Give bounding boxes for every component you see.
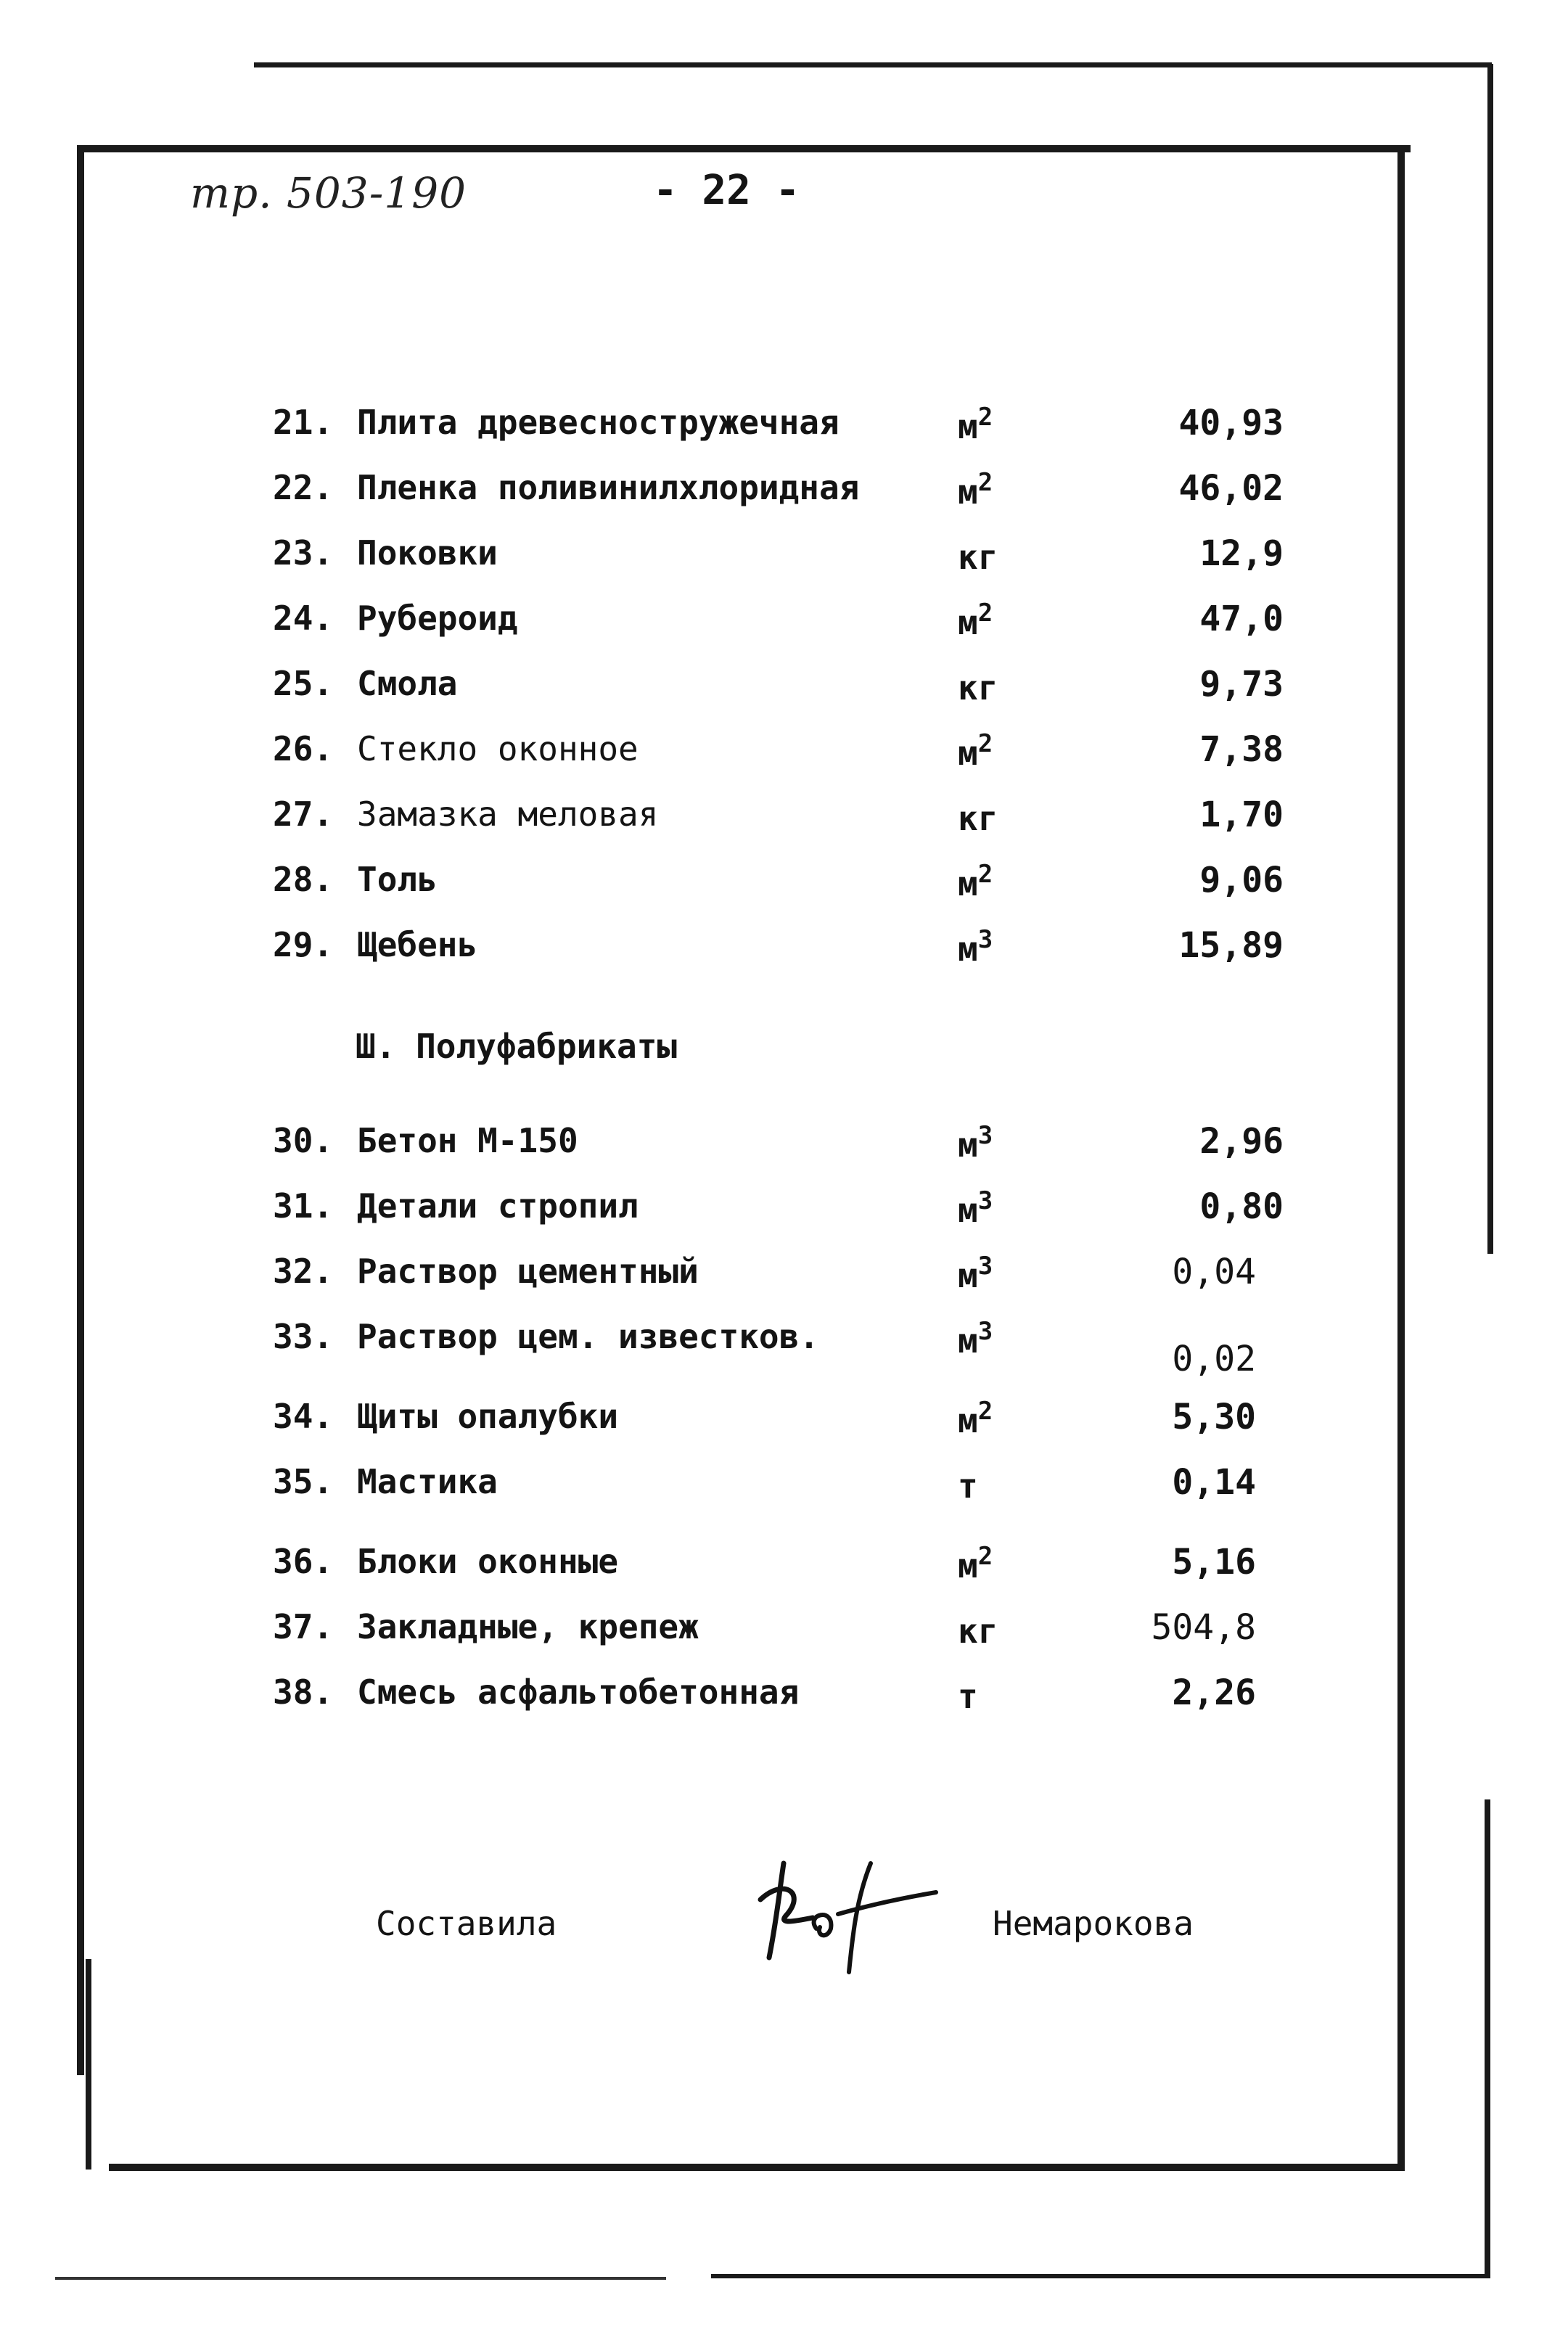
table-row xyxy=(0,1542,1568,1600)
table-row xyxy=(0,1397,1568,1455)
row-quantity: 0,02 xyxy=(1172,1339,1256,1379)
row-unit: т xyxy=(958,1677,978,1716)
row-quantity: 40,93 xyxy=(1178,403,1284,443)
section-title: Ш. Полуфабрикаты xyxy=(356,1027,678,1066)
row-number: 21. xyxy=(273,403,334,442)
row-unit: $м^2$ xyxy=(958,860,993,903)
row-quantity: 0,04 xyxy=(1172,1252,1256,1292)
row-name: Толь xyxy=(357,860,438,899)
row-unit: $м^3$ xyxy=(958,1252,993,1295)
table-row xyxy=(0,403,1568,461)
table-row xyxy=(0,729,1568,787)
row-name: Бетон М-150 xyxy=(357,1121,578,1160)
row-number: 22. xyxy=(273,468,334,507)
table-row xyxy=(0,1186,1568,1244)
row-quantity: 2,26 xyxy=(1172,1672,1256,1713)
row-unit: $м^2$ xyxy=(958,468,993,512)
row-name: Смола xyxy=(357,664,458,703)
document-code: тр. 503-190 xyxy=(190,168,467,218)
page-number: - 22 - xyxy=(653,167,800,214)
row-quantity: 504,8 xyxy=(1151,1607,1256,1648)
row-number: 29. xyxy=(273,925,334,964)
row-quantity: 9,06 xyxy=(1199,860,1284,900)
row-unit: $м^3$ xyxy=(958,1186,993,1230)
row-unit: кг xyxy=(958,668,998,707)
row-name: Замазка меловая xyxy=(357,795,659,834)
row-unit: $м^2$ xyxy=(958,1397,993,1440)
row-name: Раствор цементный xyxy=(357,1252,699,1291)
table-row xyxy=(0,1317,1568,1379)
row-name: Блоки оконные xyxy=(357,1542,619,1581)
row-name: Мастика xyxy=(357,1462,498,1501)
table-row xyxy=(0,533,1568,591)
row-unit: $м^3$ xyxy=(958,1317,993,1360)
row-quantity: 7,38 xyxy=(1199,729,1284,770)
frame-line-outer-right xyxy=(1487,64,1493,1254)
row-unit: $м^2$ xyxy=(958,599,993,642)
table-row xyxy=(0,795,1568,853)
row-number: 36. xyxy=(273,1542,334,1581)
row-number: 37. xyxy=(273,1607,334,1646)
row-name: Закладные, крепеж xyxy=(357,1607,699,1646)
row-unit: кг xyxy=(958,1612,998,1651)
table-row xyxy=(0,599,1568,657)
row-unit: кг xyxy=(958,799,998,838)
table-row xyxy=(0,664,1568,722)
row-name: Стекло оконное xyxy=(357,729,639,768)
row-number: 35. xyxy=(273,1462,334,1501)
row-unit: $м^3$ xyxy=(958,925,993,969)
table-row xyxy=(0,925,1568,983)
compiler-name: Немарокова xyxy=(993,1904,1194,1943)
table-row xyxy=(0,1462,1568,1520)
row-quantity: 1,70 xyxy=(1199,795,1284,835)
row-number: 27. xyxy=(273,795,334,834)
row-number: 28. xyxy=(273,860,334,899)
row-number: 30. xyxy=(273,1121,334,1160)
row-unit: $м^3$ xyxy=(958,1121,993,1165)
row-number: 25. xyxy=(273,664,334,703)
row-quantity: 47,0 xyxy=(1199,599,1284,639)
row-number: 31. xyxy=(273,1186,334,1226)
row-number: 33. xyxy=(273,1317,334,1356)
frame-line-outer-bottom-left xyxy=(55,2277,666,2280)
handwritten-signature xyxy=(755,1849,943,1979)
row-unit: $м^2$ xyxy=(958,1542,993,1585)
row-name: Поковки xyxy=(357,533,498,572)
row-quantity: 5,16 xyxy=(1172,1542,1256,1583)
row-name: Щебень xyxy=(357,925,478,964)
row-unit: кг xyxy=(958,538,998,577)
row-quantity: 46,02 xyxy=(1178,468,1284,509)
frame-line-outer-right-lower xyxy=(1485,1799,1490,2278)
row-unit: $м^2$ xyxy=(958,729,993,773)
row-number: 38. xyxy=(273,1672,334,1712)
frame-line-outer-top xyxy=(254,62,1492,67)
row-number: 24. xyxy=(273,599,334,638)
row-quantity: 15,89 xyxy=(1178,925,1284,966)
row-unit: $м^2$ xyxy=(958,403,993,446)
row-name: Детали стропил xyxy=(357,1186,639,1226)
row-unit: т xyxy=(958,1466,978,1506)
row-quantity: 12,9 xyxy=(1199,533,1284,574)
frame-line-outer-bottom xyxy=(711,2274,1489,2278)
table-row xyxy=(0,468,1568,526)
row-name: Смесь асфальтобетонная xyxy=(357,1672,800,1712)
row-quantity: 2,96 xyxy=(1199,1121,1284,1162)
row-number: 32. xyxy=(273,1252,334,1291)
row-name: Раствор цем. известков. xyxy=(357,1317,819,1356)
row-number: 23. xyxy=(273,533,334,572)
table-row xyxy=(0,1672,1568,1731)
row-number: 34. xyxy=(273,1397,334,1436)
table-row xyxy=(0,1121,1568,1179)
row-quantity: 0,14 xyxy=(1172,1462,1256,1503)
row-quantity: 9,73 xyxy=(1199,664,1284,705)
row-name: Рубероид xyxy=(357,599,518,638)
row-number: 26. xyxy=(273,729,334,768)
row-quantity: 0,80 xyxy=(1199,1186,1284,1227)
frame-line-inner-left-lower xyxy=(86,1959,91,2170)
frame-line-inner-top xyxy=(77,145,1411,152)
row-name: Плита древесностружечная xyxy=(357,403,840,442)
frame-line-inner-bottom xyxy=(109,2164,1405,2171)
table-row xyxy=(0,860,1568,918)
row-name: Щиты опалубки xyxy=(357,1397,619,1436)
row-name: Пленка поливинилхлоридная xyxy=(357,468,860,507)
row-quantity: 5,30 xyxy=(1172,1397,1256,1437)
table-row xyxy=(0,1252,1568,1310)
table-row xyxy=(0,1607,1568,1665)
compiled-by-label: Составила xyxy=(376,1904,557,1943)
